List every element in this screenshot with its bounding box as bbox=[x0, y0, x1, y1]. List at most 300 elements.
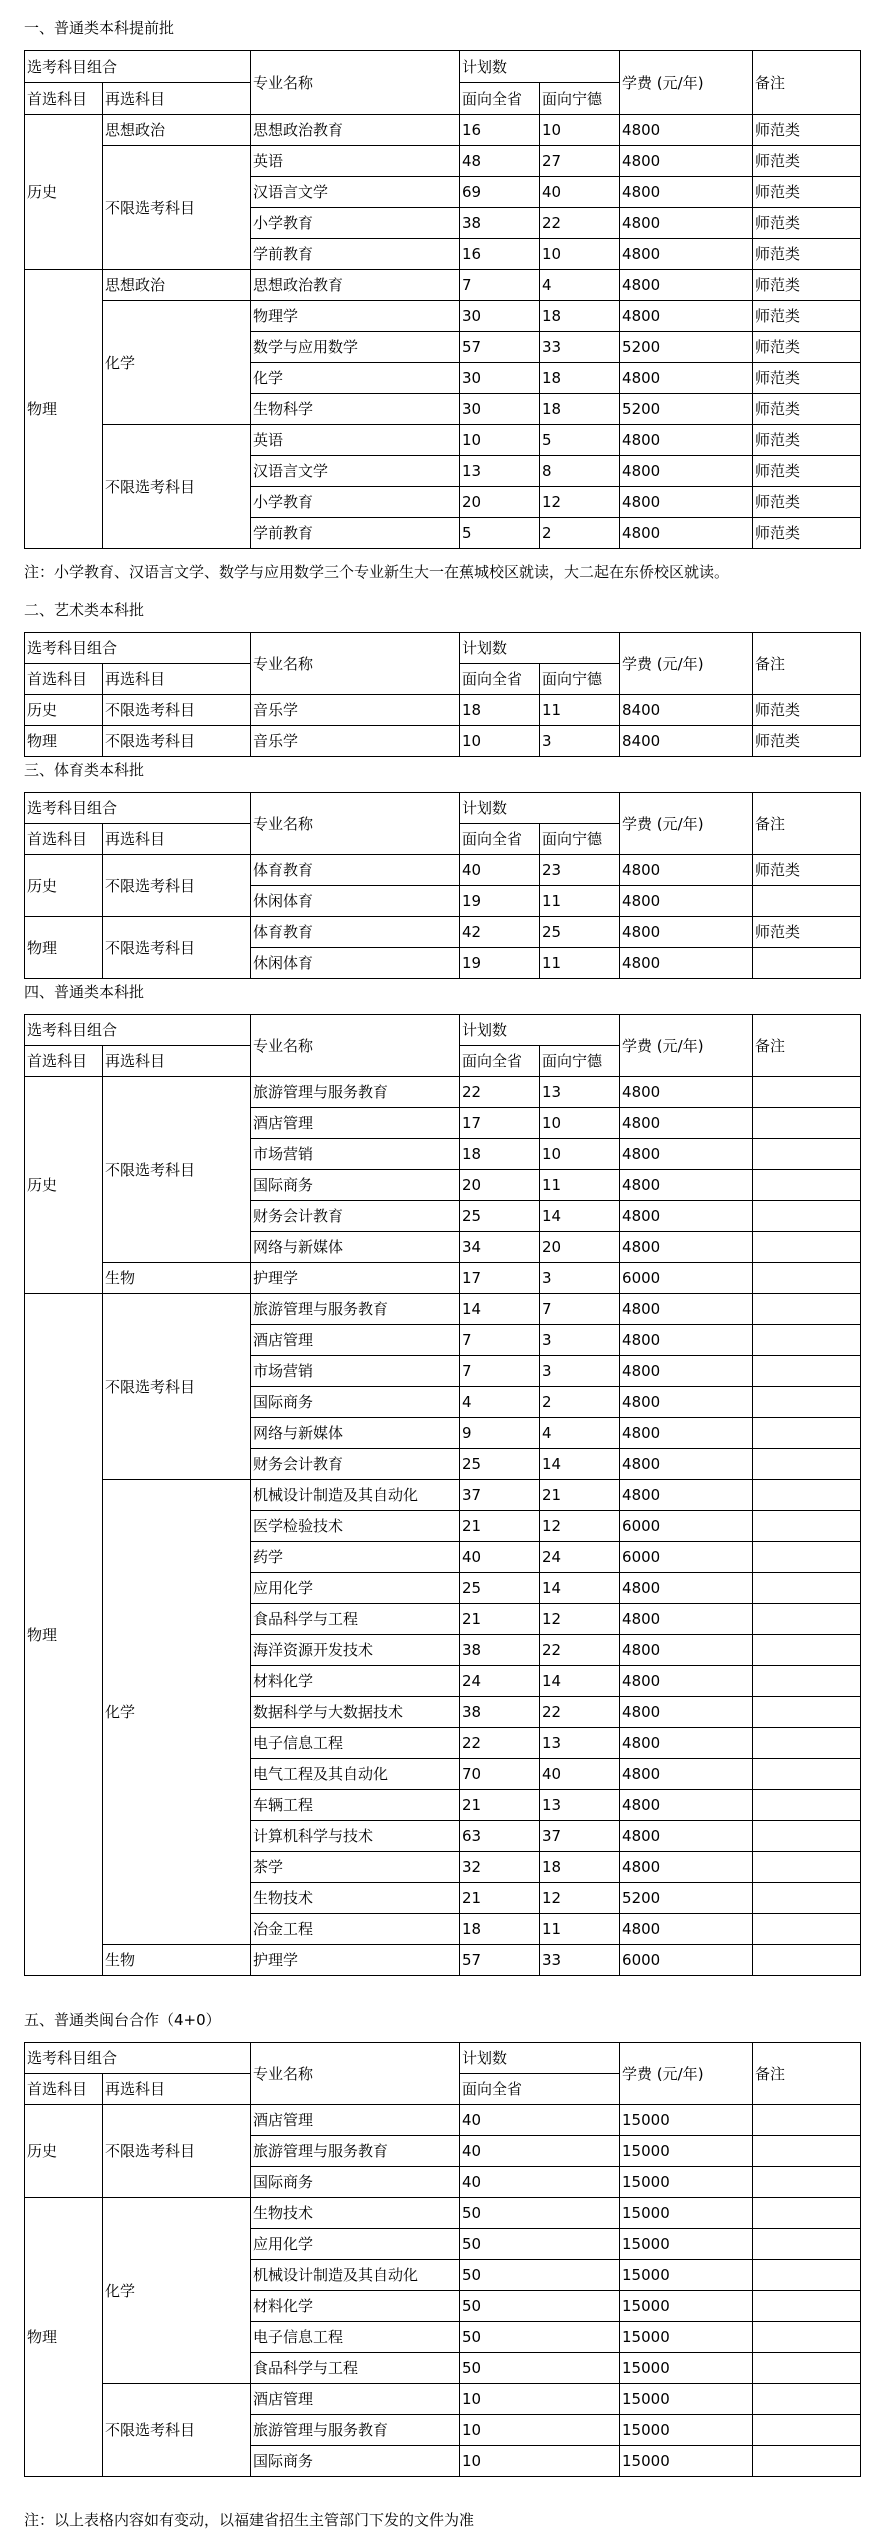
major-cell: 网络与新媒体 bbox=[251, 1418, 460, 1449]
remark-cell bbox=[753, 2136, 861, 2167]
table-row bbox=[25, 726, 861, 757]
header-ningde: 面向宁德 bbox=[540, 664, 620, 695]
major-cell: 市场营销 bbox=[251, 1139, 460, 1170]
fee-cell: 4800 bbox=[620, 115, 753, 146]
major-cell: 生物科学 bbox=[251, 394, 460, 425]
remark-cell bbox=[753, 1821, 861, 1852]
remark-cell bbox=[753, 2384, 861, 2415]
ningde-cell: 33 bbox=[540, 332, 620, 363]
fee-cell: 4800 bbox=[620, 1604, 753, 1635]
header-major: 专业名称 bbox=[251, 633, 460, 695]
remark-cell: 师范类 bbox=[753, 332, 861, 363]
table-row bbox=[25, 1294, 861, 1325]
ningde-cell: 10 bbox=[540, 239, 620, 270]
group-first: 物理 bbox=[25, 270, 103, 549]
major-cell: 机械设计制造及其自动化 bbox=[251, 1480, 460, 1511]
remark-cell: 师范类 bbox=[753, 726, 861, 757]
first-cell: 物理 bbox=[25, 726, 103, 757]
fee-cell: 4800 bbox=[620, 1201, 753, 1232]
province-cell: 50 bbox=[460, 2229, 620, 2260]
header-second: 再选科目 bbox=[103, 83, 251, 115]
header-second: 再选科目 bbox=[103, 824, 251, 855]
fee-cell: 15000 bbox=[620, 2198, 753, 2229]
major-cell: 英语 bbox=[251, 146, 460, 177]
ningde-cell: 3 bbox=[540, 1325, 620, 1356]
province-cell: 22 bbox=[460, 1728, 540, 1759]
remark-cell bbox=[753, 1325, 861, 1356]
major-cell: 茶学 bbox=[251, 1852, 460, 1883]
province-cell: 69 bbox=[460, 177, 540, 208]
ningde-cell: 14 bbox=[540, 1449, 620, 1480]
remark-cell bbox=[753, 1170, 861, 1201]
table-row bbox=[25, 270, 861, 301]
section-note: 注：小学教育、汉语言文学、数学与应用数学三个专业新生大一在蕉城校区就读，大二起在东侨校区就读。 bbox=[24, 563, 730, 581]
ningde-cell: 8 bbox=[540, 456, 620, 487]
major-cell: 机械设计制造及其自动化 bbox=[251, 2260, 460, 2291]
province-cell: 57 bbox=[460, 332, 540, 363]
fee-cell: 4800 bbox=[620, 1790, 753, 1821]
province-cell: 30 bbox=[460, 301, 540, 332]
province-cell: 32 bbox=[460, 1852, 540, 1883]
province-cell: 40 bbox=[460, 1542, 540, 1573]
ningde-cell: 14 bbox=[540, 1666, 620, 1697]
fee-cell: 4800 bbox=[620, 208, 753, 239]
ningde-cell: 18 bbox=[540, 394, 620, 425]
table-row bbox=[25, 301, 861, 332]
fee-cell: 5200 bbox=[620, 332, 753, 363]
province-cell: 10 bbox=[460, 726, 540, 757]
major-cell: 思想政治教育 bbox=[251, 115, 460, 146]
fee-cell: 5200 bbox=[620, 394, 753, 425]
remark-cell: 师范类 bbox=[753, 917, 861, 948]
group-first: 历史 bbox=[25, 1077, 103, 1294]
major-cell: 国际商务 bbox=[251, 2446, 460, 2477]
remark-cell bbox=[753, 1790, 861, 1821]
province-cell: 14 bbox=[460, 1294, 540, 1325]
section-title: 三、体育类本科批 bbox=[24, 761, 145, 779]
fee-cell: 15000 bbox=[620, 2322, 753, 2353]
header-first: 首选科目 bbox=[25, 83, 103, 115]
fee-cell: 4800 bbox=[620, 1635, 753, 1666]
province-cell: 30 bbox=[460, 363, 540, 394]
remark-cell bbox=[753, 1945, 861, 1976]
group-second: 不限选考科目 bbox=[103, 425, 251, 549]
fee-cell: 4800 bbox=[620, 1139, 753, 1170]
header-remark: 备注 bbox=[753, 2043, 861, 2105]
province-cell: 17 bbox=[460, 1108, 540, 1139]
header-fee: 学费 (元/年) bbox=[620, 1015, 753, 1077]
header-remark: 备注 bbox=[753, 1015, 861, 1077]
province-cell: 37 bbox=[460, 1480, 540, 1511]
ningde-cell: 12 bbox=[540, 487, 620, 518]
header-province: 面向全省 bbox=[460, 2074, 620, 2105]
header-combo: 选考科目组合 bbox=[25, 633, 251, 664]
province-cell: 7 bbox=[460, 1325, 540, 1356]
header-first: 首选科目 bbox=[25, 824, 103, 855]
fee-cell: 15000 bbox=[620, 2105, 753, 2136]
major-cell: 国际商务 bbox=[251, 1170, 460, 1201]
fee-cell: 4800 bbox=[620, 1077, 753, 1108]
province-cell: 21 bbox=[460, 1604, 540, 1635]
fee-cell: 15000 bbox=[620, 2446, 753, 2477]
group-first: 物理 bbox=[25, 917, 103, 979]
major-cell: 护理学 bbox=[251, 1945, 460, 1976]
header-second: 再选科目 bbox=[103, 2074, 251, 2105]
remark-cell: 师范类 bbox=[753, 177, 861, 208]
section-title: 四、普通类本科批 bbox=[24, 983, 145, 1001]
remark-cell bbox=[753, 1139, 861, 1170]
group-first: 历史 bbox=[25, 2105, 103, 2198]
major-cell: 财务会计教育 bbox=[251, 1201, 460, 1232]
remark-cell: 师范类 bbox=[753, 695, 861, 726]
province-cell: 22 bbox=[460, 1077, 540, 1108]
header-plan: 计划数 bbox=[460, 51, 620, 83]
remark-cell bbox=[753, 1387, 861, 1418]
section-title: 五、普通类闽台合作（4+0） bbox=[24, 2011, 221, 2029]
remark-cell bbox=[753, 1418, 861, 1449]
remark-cell bbox=[753, 1201, 861, 1232]
province-cell: 7 bbox=[460, 1356, 540, 1387]
province-cell: 34 bbox=[460, 1232, 540, 1263]
group-second: 思想政治 bbox=[103, 115, 251, 146]
header-remark: 备注 bbox=[753, 51, 861, 115]
ningde-cell: 11 bbox=[540, 1914, 620, 1945]
province-cell: 21 bbox=[460, 1883, 540, 1914]
remark-cell bbox=[753, 2105, 861, 2136]
header-province: 面向全省 bbox=[460, 824, 540, 855]
fee-cell: 4800 bbox=[620, 1666, 753, 1697]
fee-cell: 4800 bbox=[620, 1759, 753, 1790]
major-cell: 小学教育 bbox=[251, 208, 460, 239]
remark-cell bbox=[753, 1077, 861, 1108]
ningde-cell: 13 bbox=[540, 1790, 620, 1821]
header-major: 专业名称 bbox=[251, 1015, 460, 1077]
group-second: 不限选考科目 bbox=[103, 855, 251, 917]
remark-cell: 师范类 bbox=[753, 425, 861, 456]
major-cell: 旅游管理与服务教育 bbox=[251, 1294, 460, 1325]
ningde-cell: 2 bbox=[540, 518, 620, 549]
major-cell: 网络与新媒体 bbox=[251, 1232, 460, 1263]
remark-cell bbox=[753, 1449, 861, 1480]
fee-cell: 6000 bbox=[620, 1542, 753, 1573]
major-cell: 音乐学 bbox=[251, 695, 460, 726]
major-cell: 数学与应用数学 bbox=[251, 332, 460, 363]
ningde-cell: 27 bbox=[540, 146, 620, 177]
fee-cell: 4800 bbox=[620, 855, 753, 886]
major-cell: 海洋资源开发技术 bbox=[251, 1635, 460, 1666]
group-second: 不限选考科目 bbox=[103, 146, 251, 270]
group-second: 生物 bbox=[103, 1263, 251, 1294]
fee-cell: 4800 bbox=[620, 270, 753, 301]
province-cell: 25 bbox=[460, 1449, 540, 1480]
header-second: 再选科目 bbox=[103, 1046, 251, 1077]
ningde-cell: 22 bbox=[540, 1635, 620, 1666]
major-cell: 冶金工程 bbox=[251, 1914, 460, 1945]
fee-cell: 6000 bbox=[620, 1263, 753, 1294]
remark-cell bbox=[753, 2353, 861, 2384]
ningde-cell: 18 bbox=[540, 363, 620, 394]
second-cell: 不限选考科目 bbox=[103, 726, 251, 757]
ningde-cell: 20 bbox=[540, 1232, 620, 1263]
header-remark: 备注 bbox=[753, 793, 861, 855]
province-cell: 20 bbox=[460, 1170, 540, 1201]
ningde-cell: 5 bbox=[540, 425, 620, 456]
remark-cell bbox=[753, 1697, 861, 1728]
remark-cell: 师范类 bbox=[753, 208, 861, 239]
ningde-cell: 11 bbox=[540, 695, 620, 726]
major-cell: 酒店管理 bbox=[251, 1108, 460, 1139]
remark-cell bbox=[753, 1728, 861, 1759]
major-cell: 酒店管理 bbox=[251, 1325, 460, 1356]
province-cell: 40 bbox=[460, 855, 540, 886]
province-cell: 20 bbox=[460, 487, 540, 518]
ningde-cell: 3 bbox=[540, 1263, 620, 1294]
ningde-cell: 21 bbox=[540, 1480, 620, 1511]
remark-cell: 师范类 bbox=[753, 394, 861, 425]
province-cell: 57 bbox=[460, 1945, 540, 1976]
remark-cell bbox=[753, 2167, 861, 2198]
table-row bbox=[25, 115, 861, 146]
ningde-cell: 18 bbox=[540, 1852, 620, 1883]
remark-cell bbox=[753, 1914, 861, 1945]
province-cell: 10 bbox=[460, 2446, 620, 2477]
ningde-cell: 24 bbox=[540, 1542, 620, 1573]
header-first: 首选科目 bbox=[25, 664, 103, 695]
province-cell: 50 bbox=[460, 2260, 620, 2291]
major-cell: 音乐学 bbox=[251, 726, 460, 757]
group-second: 化学 bbox=[103, 1480, 251, 1945]
header-plan: 计划数 bbox=[460, 633, 620, 664]
remark-cell bbox=[753, 1356, 861, 1387]
table-row bbox=[25, 425, 861, 456]
table-row bbox=[25, 1077, 861, 1108]
fee-cell: 4800 bbox=[620, 239, 753, 270]
province-cell: 48 bbox=[460, 146, 540, 177]
header-province: 面向全省 bbox=[460, 1046, 540, 1077]
major-cell: 酒店管理 bbox=[251, 2384, 460, 2415]
second-cell: 不限选考科目 bbox=[103, 695, 251, 726]
fee-cell: 5200 bbox=[620, 1883, 753, 1914]
major-cell: 物理学 bbox=[251, 301, 460, 332]
fee-cell: 4800 bbox=[620, 1356, 753, 1387]
major-cell: 休闲体育 bbox=[251, 886, 460, 917]
fee-cell: 4800 bbox=[620, 1170, 753, 1201]
table-art-batch bbox=[24, 632, 861, 757]
major-cell: 市场营销 bbox=[251, 1356, 460, 1387]
major-cell: 休闲体育 bbox=[251, 948, 460, 979]
fee-cell: 15000 bbox=[620, 2229, 753, 2260]
province-cell: 63 bbox=[460, 1821, 540, 1852]
major-cell: 数据科学与大数据技术 bbox=[251, 1697, 460, 1728]
header-fee: 学费 (元/年) bbox=[620, 51, 753, 115]
header-fee: 学费 (元/年) bbox=[620, 633, 753, 695]
major-cell: 应用化学 bbox=[251, 2229, 460, 2260]
province-cell: 70 bbox=[460, 1759, 540, 1790]
remark-cell bbox=[753, 1852, 861, 1883]
header-first: 首选科目 bbox=[25, 1046, 103, 1077]
ningde-cell: 12 bbox=[540, 1511, 620, 1542]
fee-cell: 4800 bbox=[620, 886, 753, 917]
table-row bbox=[25, 2384, 861, 2415]
fee-cell: 4800 bbox=[620, 1821, 753, 1852]
province-cell: 19 bbox=[460, 948, 540, 979]
ningde-cell: 10 bbox=[540, 115, 620, 146]
ningde-cell: 22 bbox=[540, 1697, 620, 1728]
remark-cell: 师范类 bbox=[753, 855, 861, 886]
province-cell: 17 bbox=[460, 1263, 540, 1294]
fee-cell: 4800 bbox=[620, 948, 753, 979]
major-cell: 生物技术 bbox=[251, 1883, 460, 1914]
major-cell: 酒店管理 bbox=[251, 2105, 460, 2136]
province-cell: 50 bbox=[460, 2353, 620, 2384]
fee-cell: 15000 bbox=[620, 2291, 753, 2322]
group-second: 思想政治 bbox=[103, 270, 251, 301]
remark-cell: 师范类 bbox=[753, 518, 861, 549]
fee-cell: 4800 bbox=[620, 1573, 753, 1604]
province-cell: 25 bbox=[460, 1201, 540, 1232]
header-second: 再选科目 bbox=[103, 664, 251, 695]
fee-cell: 8400 bbox=[620, 726, 753, 757]
fee-cell: 15000 bbox=[620, 2384, 753, 2415]
header-major: 专业名称 bbox=[251, 793, 460, 855]
province-cell: 10 bbox=[460, 425, 540, 456]
major-cell: 体育教育 bbox=[251, 917, 460, 948]
province-cell: 24 bbox=[460, 1666, 540, 1697]
province-cell: 13 bbox=[460, 456, 540, 487]
fee-cell: 4800 bbox=[620, 1480, 753, 1511]
ningde-cell: 3 bbox=[540, 1356, 620, 1387]
remark-cell: 师范类 bbox=[753, 363, 861, 394]
header-major: 专业名称 bbox=[251, 2043, 460, 2105]
fee-cell: 15000 bbox=[620, 2415, 753, 2446]
table-row bbox=[25, 2198, 861, 2229]
table-row bbox=[25, 917, 861, 948]
ningde-cell: 12 bbox=[540, 1604, 620, 1635]
province-cell: 50 bbox=[460, 2198, 620, 2229]
province-cell: 10 bbox=[460, 2384, 620, 2415]
ningde-cell: 40 bbox=[540, 1759, 620, 1790]
province-cell: 50 bbox=[460, 2322, 620, 2353]
major-cell: 食品科学与工程 bbox=[251, 1604, 460, 1635]
header-combo: 选考科目组合 bbox=[25, 793, 251, 824]
remark-cell bbox=[753, 1263, 861, 1294]
table-row bbox=[25, 855, 861, 886]
remark-cell bbox=[753, 1604, 861, 1635]
ningde-cell: 3 bbox=[540, 726, 620, 757]
header-combo: 选考科目组合 bbox=[25, 51, 251, 83]
major-cell: 生物技术 bbox=[251, 2198, 460, 2229]
major-cell: 国际商务 bbox=[251, 1387, 460, 1418]
group-first: 历史 bbox=[25, 855, 103, 917]
province-cell: 38 bbox=[460, 1697, 540, 1728]
province-cell: 4 bbox=[460, 1387, 540, 1418]
province-cell: 21 bbox=[460, 1511, 540, 1542]
section-title: 一、普通类本科提前批 bbox=[24, 19, 175, 37]
fee-cell: 15000 bbox=[620, 2260, 753, 2291]
header-major: 专业名称 bbox=[251, 51, 460, 115]
header-fee: 学费 (元/年) bbox=[620, 793, 753, 855]
province-cell: 16 bbox=[460, 115, 540, 146]
group-second: 不限选考科目 bbox=[103, 917, 251, 979]
major-cell: 国际商务 bbox=[251, 2167, 460, 2198]
major-cell: 小学教育 bbox=[251, 487, 460, 518]
first-cell: 历史 bbox=[25, 695, 103, 726]
fee-cell: 4800 bbox=[620, 146, 753, 177]
ningde-cell: 2 bbox=[540, 1387, 620, 1418]
header-province: 面向全省 bbox=[460, 83, 540, 115]
ningde-cell: 12 bbox=[540, 1883, 620, 1914]
remark-cell bbox=[753, 1294, 861, 1325]
major-cell: 化学 bbox=[251, 363, 460, 394]
major-cell: 学前教育 bbox=[251, 239, 460, 270]
remark-cell bbox=[753, 886, 861, 917]
group-second: 不限选考科目 bbox=[103, 1294, 251, 1480]
major-cell: 材料化学 bbox=[251, 2291, 460, 2322]
province-cell: 18 bbox=[460, 695, 540, 726]
major-cell: 旅游管理与服务教育 bbox=[251, 1077, 460, 1108]
remark-cell bbox=[753, 1108, 861, 1139]
fee-cell: 6000 bbox=[620, 1945, 753, 1976]
remark-cell bbox=[753, 2322, 861, 2353]
ningde-cell: 13 bbox=[540, 1728, 620, 1759]
remark-cell bbox=[753, 1511, 861, 1542]
header-fee: 学费 (元/年) bbox=[620, 2043, 753, 2105]
remark-cell bbox=[753, 1666, 861, 1697]
fee-cell: 4800 bbox=[620, 1418, 753, 1449]
province-cell: 40 bbox=[460, 2105, 620, 2136]
remark-cell bbox=[753, 948, 861, 979]
remark-cell bbox=[753, 1635, 861, 1666]
ningde-cell: 4 bbox=[540, 1418, 620, 1449]
remark-cell bbox=[753, 1759, 861, 1790]
remark-cell: 师范类 bbox=[753, 270, 861, 301]
province-cell: 9 bbox=[460, 1418, 540, 1449]
remark-cell bbox=[753, 1542, 861, 1573]
major-cell: 汉语言文学 bbox=[251, 177, 460, 208]
remark-cell: 师范类 bbox=[753, 239, 861, 270]
province-cell: 16 bbox=[460, 239, 540, 270]
fee-cell: 4800 bbox=[620, 301, 753, 332]
remark-cell bbox=[753, 2260, 861, 2291]
fee-cell: 6000 bbox=[620, 1511, 753, 1542]
province-cell: 42 bbox=[460, 917, 540, 948]
ningde-cell: 33 bbox=[540, 1945, 620, 1976]
major-cell: 电气工程及其自动化 bbox=[251, 1759, 460, 1790]
fee-cell: 4800 bbox=[620, 1325, 753, 1356]
header-combo: 选考科目组合 bbox=[25, 2043, 251, 2074]
header-plan: 计划数 bbox=[460, 2043, 620, 2074]
table-row bbox=[25, 1945, 861, 1976]
remark-cell bbox=[753, 2415, 861, 2446]
major-cell: 护理学 bbox=[251, 1263, 460, 1294]
ningde-cell: 11 bbox=[540, 948, 620, 979]
ningde-cell: 40 bbox=[540, 177, 620, 208]
major-cell: 材料化学 bbox=[251, 1666, 460, 1697]
remark-cell bbox=[753, 2446, 861, 2477]
header-combo: 选考科目组合 bbox=[25, 1015, 251, 1046]
ningde-cell: 14 bbox=[540, 1201, 620, 1232]
fee-cell: 4800 bbox=[620, 1914, 753, 1945]
ningde-cell: 7 bbox=[540, 1294, 620, 1325]
header-plan: 计划数 bbox=[460, 1015, 620, 1046]
header-remark: 备注 bbox=[753, 633, 861, 695]
major-cell: 食品科学与工程 bbox=[251, 2353, 460, 2384]
fee-cell: 4800 bbox=[620, 1108, 753, 1139]
header-ningde: 面向宁德 bbox=[540, 1046, 620, 1077]
fee-cell: 4800 bbox=[620, 1449, 753, 1480]
ningde-cell: 10 bbox=[540, 1108, 620, 1139]
province-cell: 5 bbox=[460, 518, 540, 549]
